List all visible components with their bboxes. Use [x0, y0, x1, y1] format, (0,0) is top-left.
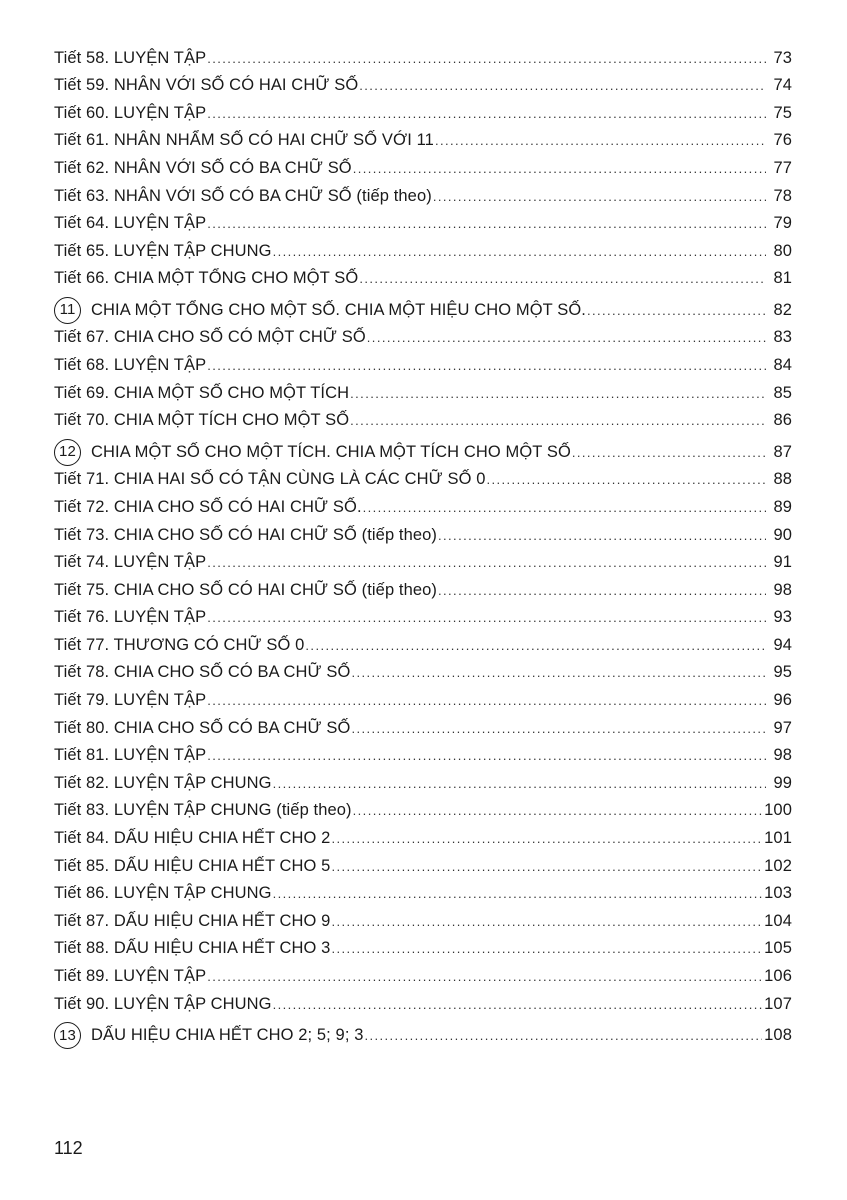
- toc-row: [54, 206, 792, 234]
- toc-page: 85: [773, 383, 792, 402]
- leader-dots: [433, 188, 766, 206]
- toc-label: Tiết 73. CHIA CHO SỐ CÓ HAI CHỮ SỐ (tiếp theo): [54, 525, 438, 544]
- toc-page: 97: [773, 718, 792, 737]
- toc-label: Tiết 83. LUYỆN TẬP CHUNG (tiếp theo): [54, 801, 352, 820]
- toc-row: [54, 123, 792, 151]
- toc-row: [54, 517, 792, 545]
- toc-row: [54, 347, 792, 375]
- toc-label: Tiết 87. DẤU HIỆU CHIA HẾT CHO 9: [54, 911, 331, 930]
- toc-label: Tiết 69. CHIA MỘT SỐ CHO MỘT TÍCH: [54, 383, 350, 402]
- toc-page: 98: [773, 746, 792, 765]
- toc-label: Tiết 80. CHIA CHO SỐ CÓ BA CHỮ SỐ: [54, 718, 351, 737]
- toc-page: 98: [773, 580, 792, 599]
- leader-dots: [367, 329, 766, 347]
- toc-label: Tiết 74. LUYỆN TẬP: [54, 553, 207, 572]
- leader-dots: [207, 357, 766, 375]
- toc-label: Tiết 70. CHIA MỘT TÍCH CHO MỘT SỐ: [54, 411, 350, 430]
- toc-page: 86: [773, 411, 792, 430]
- toc-page: 102: [764, 856, 792, 875]
- toc-page: 84: [773, 356, 792, 375]
- toc-label: Tiết 72. CHIA CHO SỐ CÓ HAI CHỮ SỐ.: [54, 497, 362, 516]
- toc-page: 101: [764, 829, 792, 848]
- page-number: 112: [54, 1138, 83, 1158]
- toc-page: 107: [764, 994, 792, 1013]
- toc-label: Tiết 66. CHIA MỘT TỔNG CHO MỘT SỐ: [54, 269, 359, 288]
- toc-page: 83: [773, 328, 792, 347]
- leader-dots: [363, 499, 766, 517]
- toc-page: 106: [764, 967, 792, 985]
- leader-dots: [331, 858, 762, 876]
- toc-page: 89: [773, 497, 792, 516]
- leader-dots: [273, 996, 763, 1014]
- toc-row: [54, 710, 792, 738]
- toc-page: 82: [773, 300, 792, 319]
- toc-page: 78: [773, 186, 792, 205]
- toc-label: Tiết 58. LUYỆN TẬP: [54, 48, 207, 67]
- toc-page: 95: [773, 663, 792, 682]
- toc-page: 79: [773, 214, 792, 233]
- leader-dots: [207, 215, 766, 233]
- toc-label: Tiết 61. NHÂN NHẨM SỐ CÓ HAI CHỮ SỐ VỚI 11: [54, 131, 434, 150]
- toc-row: [54, 655, 792, 683]
- toc-row: [54, 682, 792, 710]
- toc-row: [54, 261, 792, 289]
- toc-page: 77: [773, 158, 792, 177]
- toc-label: Tiết 79. LUYỆN TẬP: [54, 691, 207, 710]
- leader-dots: [351, 664, 766, 682]
- toc-row: [54, 403, 792, 431]
- toc-label: Tiết 81. LUYỆN TẬP: [54, 746, 207, 765]
- leader-dots: [438, 527, 766, 545]
- toc-page: 90: [773, 525, 792, 544]
- toc-row: [54, 489, 792, 517]
- toc-row: [54, 903, 792, 931]
- toc-page: 105: [764, 939, 792, 958]
- leader-dots: [351, 720, 766, 738]
- toc-row: [54, 958, 792, 986]
- toc-page: 74: [773, 76, 792, 95]
- toc-row: [54, 931, 792, 959]
- toc-page: 76: [773, 131, 792, 150]
- toc-label: Tiết 85. DẤU HIỆU CHIA HẾT CHO 5: [54, 856, 331, 875]
- toc-page: 108: [764, 1026, 792, 1045]
- toc-label: CHIA MỘT TỔNG CHO MỘT SỐ. CHIA MỘT HIỆU CHO MỘT SỐ.: [91, 300, 586, 319]
- toc-label: Tiết 68. LUYỆN TẬP: [54, 356, 207, 375]
- toc-label: Tiết 76. LUYỆN TẬP: [54, 608, 207, 627]
- toc-row: [54, 986, 792, 1014]
- toc-row: [54, 320, 792, 348]
- leader-dots: [273, 243, 766, 261]
- toc-row: [54, 820, 792, 848]
- leader-dots: [273, 885, 763, 903]
- leader-dots: [207, 554, 766, 572]
- toc-row: [54, 572, 792, 600]
- toc-label: Tiết 60. LUYỆN TẬP: [54, 103, 207, 122]
- leader-dots: [364, 1027, 762, 1045]
- leader-dots: [350, 412, 766, 430]
- leader-dots: [359, 77, 766, 95]
- toc-row-unit: [54, 288, 792, 320]
- toc-label: Tiết 63. NHÂN VỚI SỐ CÓ BA CHỮ SỐ (tiếp theo): [54, 186, 432, 205]
- leader-dots: [572, 444, 766, 462]
- toc-row: [54, 68, 792, 96]
- leader-dots: [350, 385, 766, 403]
- toc-label: Tiết 67. CHIA CHO SỐ CÓ MỘT CHỮ SỐ: [54, 328, 366, 347]
- toc-page: 75: [773, 103, 792, 122]
- leader-dots: [207, 609, 766, 627]
- unit-number-circle: 12: [54, 439, 81, 466]
- table-of-contents: [54, 40, 792, 1045]
- leader-dots: [587, 302, 766, 320]
- toc-label: Tiết 65. LUYỆN TẬP CHUNG: [54, 241, 272, 260]
- toc-row-unit: [54, 430, 792, 462]
- toc-row: [54, 793, 792, 821]
- leader-dots: [435, 132, 766, 150]
- leader-dots: [207, 968, 762, 986]
- unit-number-circle: 13: [54, 1022, 81, 1049]
- toc-row: [54, 848, 792, 876]
- toc-row: [54, 40, 792, 68]
- toc-row: [54, 765, 792, 793]
- toc-label: Tiết 64. LUYỆN TẬP: [54, 214, 207, 233]
- toc-row: [54, 178, 792, 206]
- toc-row: [54, 876, 792, 904]
- leader-dots: [207, 692, 766, 710]
- toc-row: [54, 95, 792, 123]
- toc-label: DẤU HIỆU CHIA HẾT CHO 2; 5; 9; 3: [91, 1026, 364, 1045]
- leader-dots: [273, 775, 766, 793]
- toc-label: Tiết 82. LUYỆN TẬP CHUNG: [54, 773, 272, 792]
- toc-page: 99: [773, 773, 792, 792]
- toc-page: 88: [773, 470, 792, 489]
- toc-label: Tiết 89. LUYỆN TẬP: [54, 967, 207, 985]
- leader-dots: [331, 913, 762, 931]
- toc-label: Tiết 75. CHIA CHO SỐ CÓ HAI CHỮ SỐ (tiếp theo): [54, 580, 438, 599]
- leader-dots: [331, 940, 762, 958]
- toc-page: 87: [773, 442, 792, 461]
- leader-dots: [207, 747, 766, 765]
- toc-page: 91: [773, 553, 792, 572]
- leader-dots: [438, 582, 766, 600]
- toc-page: 73: [773, 48, 792, 67]
- toc-row: [54, 150, 792, 178]
- toc-row: [54, 545, 792, 573]
- toc-row: [54, 375, 792, 403]
- toc-label: Tiết 78. CHIA CHO SỐ CÓ BA CHỮ SỐ: [54, 663, 351, 682]
- toc-row: [54, 738, 792, 766]
- unit-number-circle: 11: [54, 297, 81, 324]
- toc-page: 93: [773, 608, 792, 627]
- toc-row: [54, 462, 792, 490]
- leader-dots: [353, 160, 766, 178]
- toc-page: 94: [773, 635, 792, 654]
- toc-row: [54, 627, 792, 655]
- toc-label: Tiết 84. DẤU HIỆU CHIA HẾT CHO 2: [54, 829, 331, 848]
- toc-row: [54, 600, 792, 628]
- toc-label: Tiết 59. NHÂN VỚI SỐ CÓ HAI CHỮ SỐ: [54, 76, 359, 95]
- leader-dots: [305, 637, 766, 655]
- toc-label: Tiết 90. LUYỆN TẬP CHUNG: [54, 994, 272, 1013]
- toc-label: Tiết 62. NHÂN VỚI SỐ CÓ BA CHỮ SỐ: [54, 158, 352, 177]
- toc-row-unit: [54, 1014, 792, 1046]
- leader-dots: [207, 50, 766, 68]
- toc-label: Tiết 77. THƯƠNG CÓ CHỮ SỐ 0: [54, 635, 305, 654]
- toc-page: 96: [773, 691, 792, 710]
- leader-dots: [487, 471, 767, 489]
- leader-dots: [353, 802, 763, 820]
- toc-page: 81: [773, 269, 792, 288]
- leader-dots: [331, 830, 762, 848]
- leader-dots: [207, 105, 766, 123]
- toc-label: Tiết 71. CHIA HAI SỐ CÓ TẬN CÙNG LÀ CÁC CHỮ SỐ 0: [54, 470, 486, 489]
- toc-page: 103: [764, 884, 792, 903]
- toc-label: Tiết 88. DẤU HIỆU CHIA HẾT CHO 3: [54, 939, 331, 958]
- toc-page: 100: [764, 801, 792, 820]
- toc-row: [54, 233, 792, 261]
- toc-page: 104: [764, 911, 792, 930]
- toc-page: 80: [773, 241, 792, 260]
- toc-label: CHIA MỘT SỐ CHO MỘT TÍCH. CHIA MỘT TÍCH CHO MỘT SỐ: [91, 442, 571, 461]
- leader-dots: [359, 270, 766, 288]
- toc-label: Tiết 86. LUYỆN TẬP CHUNG: [54, 884, 272, 903]
